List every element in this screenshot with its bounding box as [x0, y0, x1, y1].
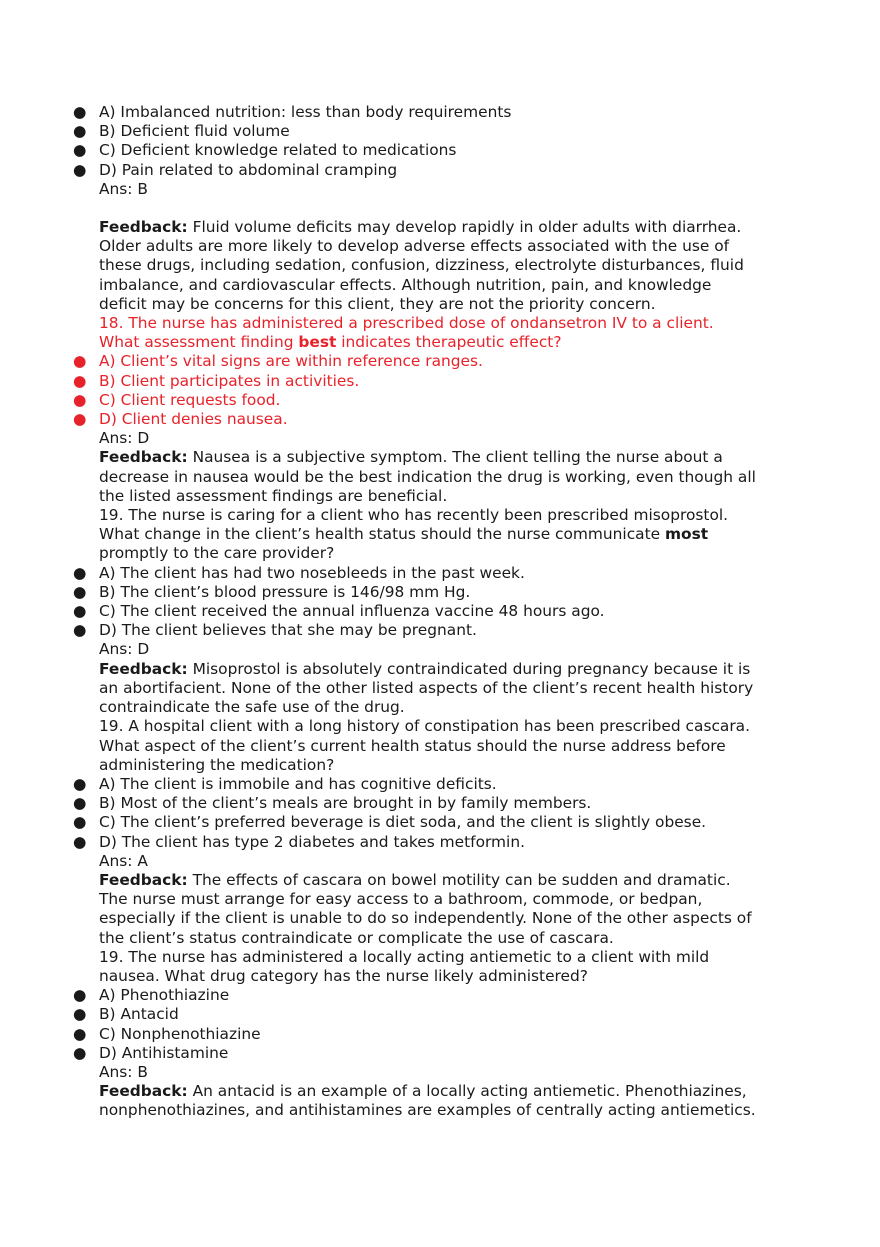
option-d: ● D) The client has type 2 diabetes and takes metformin.	[73, 832, 525, 851]
feedback-line: especially if the client is unable to do so independently. None of the other aspects of	[99, 909, 752, 928]
answer: Ans: B	[99, 1062, 148, 1081]
question-text: 19. A hospital client with a long history of constipation has been prescribed cascara.	[99, 717, 751, 736]
option-a: ● A) The client has had two nosebleeds in the past week.	[73, 563, 525, 582]
feedback-label: Feedback:	[99, 870, 188, 889]
option-b: ● B) Antacid	[73, 1005, 179, 1024]
option-d: ● D) Client denies nausea.	[73, 410, 288, 429]
feedback-line: Feedback: Misoprostol is absolutely contraindicated during pregnancy because it is	[99, 659, 751, 678]
question-text: What assessment finding best indicates therapeutic effect?	[99, 333, 562, 352]
question-text: nausea. What drug category has the nurse likely administered?	[99, 966, 588, 985]
question-block-19-antiemetic	[0, 948, 880, 1121]
question-text: 19. The nurse has administered a locally acting antiemetic to a client with mild	[99, 947, 710, 966]
option-b: ● B) The client’s blood pressure is 146/98 mm Hg.	[73, 582, 471, 601]
answer: Ans: D	[99, 429, 150, 448]
bullet: ●	[73, 1024, 87, 1043]
feedback-label: Feedback:	[99, 218, 188, 237]
bullet: ●	[73, 602, 87, 621]
answer: Ans: D	[99, 640, 150, 659]
question-text: What aspect of the client’s current health status should the nurse address before	[99, 736, 726, 755]
bullet: ●	[73, 103, 87, 121]
bullet: ●	[73, 1005, 87, 1024]
option-a: ● A) Imbalanced nutrition: less than body requirements	[73, 103, 512, 121]
option-d: ● D) Antihistamine	[73, 1043, 229, 1062]
question-block-19-cascara	[0, 717, 880, 947]
feedback-line: the listed assessment findings are beneficial.	[99, 486, 448, 505]
option-c: ● C) Deficient knowledge related to medications	[73, 141, 457, 160]
feedback-line: these drugs, including sedation, confusion, dizziness, electrolyte disturbances, fluid	[99, 256, 744, 275]
feedback-line: The nurse must arrange for easy access to a bathroom, commode, or bedpan,	[99, 890, 703, 909]
option-d: ● D) The client believes that she may be pregnant.	[73, 621, 477, 640]
question-text: administering the medication?	[99, 755, 335, 774]
feedback-line: nonphenothiazines, and antihistamines are examples of centrally acting antiemetics.	[99, 1101, 756, 1120]
bullet: ●	[73, 410, 87, 429]
bullet: ●	[73, 160, 87, 179]
spacer	[0, 199, 880, 218]
feedback-label: Feedback:	[99, 448, 188, 467]
feedback-line: the client’s status contraindicate or complicate the use of cascara.	[99, 928, 614, 947]
feedback-line: contraindicate the safe use of the drug.	[99, 698, 405, 717]
bullet: ●	[73, 794, 87, 813]
feedback-line: Feedback: Fluid volume deficits may develop rapidly in older adults with diarrhea.	[99, 218, 742, 237]
feedback-line: imbalance, and cardiovascular effects. Although nutrition, pain, and knowledge	[99, 275, 712, 294]
option-c: ● C) Client requests food.	[73, 390, 281, 409]
bullet: ●	[73, 371, 87, 390]
option-b: ● B) Deficient fluid volume	[73, 122, 290, 141]
bullet: ●	[73, 352, 87, 371]
bullet: ●	[73, 1043, 87, 1062]
feedback-line: Feedback: The effects of cascara on bowel motility can be sudden and dramatic.	[99, 870, 731, 889]
bullet: ●	[73, 774, 87, 793]
option-d: ● D) Pain related to abdominal cramping	[73, 160, 398, 179]
bullet: ●	[73, 813, 87, 832]
feedback-line: an abortifacient. None of the other listed aspects of the client’s recent health history	[99, 678, 754, 697]
question-block-19-misoprostol	[0, 506, 880, 717]
bullet: ●	[73, 986, 87, 1005]
feedback-line: Feedback: Nausea is a subjective symptom. The client telling the nurse about a	[99, 448, 723, 467]
feedback-line: deficit may be concerns for this client, they are not the priority concern.	[99, 294, 656, 313]
option-a: ● A) Phenothiazine	[73, 986, 230, 1005]
question-text: 18. The nurse has administered a prescribed dose of ondansetron IV to a client.	[99, 314, 714, 333]
option-a: ● A) Client’s vital signs are within reference ranges.	[73, 352, 483, 371]
feedback-line: Feedback: An antacid is an example of a locally acting antiemetic. Phenothiazines,	[99, 1082, 747, 1101]
bullet: ●	[73, 563, 87, 582]
option-c: ● C) Nonphenothiazine	[73, 1024, 261, 1043]
bullet: ●	[73, 582, 87, 601]
feedback-line: Older adults are more likely to develop adverse effects associated with the use of	[99, 237, 730, 256]
option-c: ● C) The client received the annual influenza vaccine 48 hours ago.	[73, 602, 605, 621]
option-b: ● B) Client participates in activities.	[73, 371, 360, 390]
question-text: promptly to the care provider?	[99, 544, 335, 563]
bullet: ●	[73, 122, 87, 141]
feedback-line: decrease in nausea would be the best indication the drug is working, even though all	[99, 467, 756, 486]
answer: Ans: A	[99, 851, 148, 870]
option-a: ● A) The client is immobile and has cognitive deficits.	[73, 774, 497, 793]
question-block-18	[0, 314, 880, 506]
question-text: 19. The nurse is caring for a client who has recently been prescribed misoprostol.	[99, 506, 729, 525]
feedback-label: Feedback:	[99, 659, 188, 678]
bullet: ●	[73, 390, 87, 409]
answer: Ans: B	[99, 179, 148, 198]
bullet: ●	[73, 832, 87, 851]
option-b: ● B) Most of the client’s meals are brought in by family members.	[73, 794, 592, 813]
question-block-17	[0, 103, 880, 314]
question-text: What change in the client’s health status should the nurse communicate most	[99, 525, 709, 544]
option-c: ● C) The client’s preferred beverage is diet soda, and the client is slightly obese.	[73, 813, 707, 832]
bullet: ●	[73, 621, 87, 640]
feedback-label: Feedback:	[99, 1082, 188, 1101]
bullet: ●	[73, 141, 87, 160]
